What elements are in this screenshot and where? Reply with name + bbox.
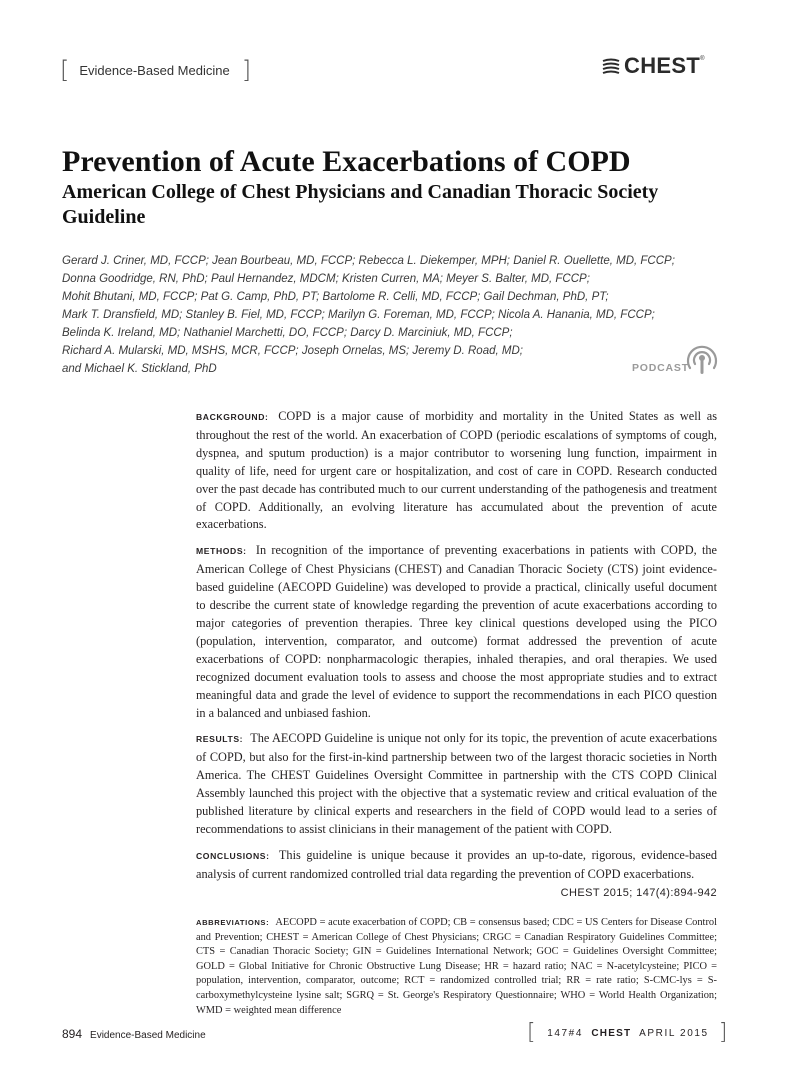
conclusions-text: This guideline is unique because it provides an up-to-date, rigorous, evidence-based analysis of current randomized controlled trial data regarding the prevention of COPD exacerbations. xyxy=(196,847,717,881)
footer-left xyxy=(62,1027,206,1041)
author-list xyxy=(62,252,722,378)
logo-trademark: ® xyxy=(700,56,705,62)
methods-text: In recognition of the importance of preventing exacerbations in patients with COPD, the American College of Chest Physicians (CHEST) and Canadian Thoracic Society (CTS) joint evidence-based guideline (AECOPD Guideline) was developed to provide a practical, clinically useful document to describe the current state of knowledge regarding the prevention of acute exacerbations according to major categories of prevention therapies. Three key clinical questions developed using the PICO (population, intervention, comparator, and outcome) format addressed the prevention of acute exacerbations of COPD: nonpharmacologic therapies, inhaled therapies, and oral therapies. We used recognized document evaluation tools to assess and choose the most appropriate studies and to extract meaningful data and grade the level of evidence to support the recommendations in each PICO question in a balanced and unbiased fashion. xyxy=(196,543,718,720)
logo-text: CHEST xyxy=(624,53,701,78)
podcast-label: PODCAST xyxy=(632,362,689,374)
citation: CHEST 2015; 147(4):894-942 xyxy=(560,886,717,899)
podcast-icon xyxy=(684,342,720,376)
methods-heading: METHODS: xyxy=(196,546,247,557)
background-text: COPD is a major cause of morbidity and mortality in the United States as well as throughout the rest of the world. An exacerbation of COPD (periodic escalations of symptoms of cough, dyspnea, and sputum production) is a major contributor to worsening lung function, impairment in quality of life, need for urgent care or hospitalization, and cost of care in COPD. Research conducted over the past decade has contributed much to our current understanding of the pathogenesis and treatment of COPD. Additionally, an evolving literature has accumulated about the prevention of acute exacerbations. xyxy=(196,409,717,532)
abstract-background xyxy=(196,408,717,534)
footer-journal-info xyxy=(527,1022,729,1044)
background-heading: BACKGROUND: xyxy=(196,412,269,422)
results-heading: RESULTS: xyxy=(196,734,244,745)
abstract-results xyxy=(196,730,717,838)
podcast-link[interactable] xyxy=(632,342,722,378)
abbreviations-text: AECOPD = acute exacerbation of COPD; CB = consensus based; CDC = US Centers for Disease Control and Prevention; CHEST = American College of Chest Physicians; CRGC = Canadian Respiratory Guidelines Committee; CTS = Canadian Thoracic Society; GIN = Guidelines International Network; GOC = Guidelines Oversight Committee; GOLD = Global Initiative for Chronic Obstructive Lung Disease; HR = hazard ratio; NAC = N-acetylcysteine; PICO = population, intervention, comparator, outcome; RCT = randomized controlled trial; RR = rate ratio; S-CMC-lys = S-carboxymethylcysteine lysine salt; SGRQ = St. George's Respiratory Questionnaire; WHO = World Health Organization; WMD = weighted mean difference xyxy=(196,917,717,1016)
author-line: Donna Goodridge, RN, PhD; Paul Hernandez, MDCM; Kristen Curren, MA; Meyer S. Balter, MD, FCCP; xyxy=(62,273,590,285)
author-line: and Michael K. Stickland, PhD xyxy=(62,363,217,375)
author-line: Gerard J. Criner, MD, FCCP; Jean Bourbeau, MD, FCCP; Rebecca L. Diekemper, MPH; Daniel R. Ouellette, MD, FCCP; xyxy=(62,255,675,267)
volume-issue: 147#4 xyxy=(547,1027,583,1039)
abbreviations xyxy=(196,916,717,1018)
footer-section-label: Evidence-Based Medicine xyxy=(90,1030,206,1041)
journal-name: CHEST xyxy=(591,1027,632,1039)
left-bracket: [ xyxy=(527,1020,538,1045)
section-label: Evidence-Based Medicine xyxy=(79,62,230,78)
conclusions-heading: CONCLUSIONS: xyxy=(196,850,270,861)
article-subtitle: American College of Chest Physicians and Canadian Thoracic Society Guideline xyxy=(62,181,659,228)
right-bracket: ] xyxy=(718,1020,729,1045)
page-number: 894 xyxy=(62,1027,83,1041)
footer-issue xyxy=(537,1028,719,1039)
article-title: Prevention of Acute Exacerbations of COPD xyxy=(62,145,631,178)
right-bracket: ] xyxy=(241,56,252,84)
author-line: Mark T. Dransfield, MD; Stanley B. Fiel, MD, FCCP; Marilyn G. Foreman, MD, FCCP; Nicola A. Hanania, MD, FCCP; xyxy=(62,309,655,321)
chest-logo-mark-icon xyxy=(602,58,620,74)
abstract-conclusions xyxy=(196,847,717,899)
abstract xyxy=(196,408,717,903)
chest-logo xyxy=(602,53,722,79)
abstract-methods xyxy=(196,542,717,722)
issue-date: APRIL 2015 xyxy=(639,1027,709,1039)
author-line: Mohit Bhutani, MD, FCCP; Pat G. Camp, PhD, PT; Bartolome R. Celli, MD, FCCP; Gail Dechman, PhD, PT; xyxy=(62,291,609,303)
author-line: Belinda K. Ireland, MD; Nathaniel Marchetti, DO, FCCP; Darcy D. Marciniuk, MD, FCCP; xyxy=(62,327,513,339)
abbreviations-heading: ABBREVIATIONS: xyxy=(196,918,270,927)
author-line: Richard A. Mularski, MD, MSHS, MCR, FCCP; Joseph Ornelas, MS; Jeremy D. Road, MD; xyxy=(62,345,523,357)
left-bracket: [ xyxy=(60,56,70,84)
results-text: The AECOPD Guideline is unique not only for its topic, the prevention of acute exacerbations of COPD, but also for the first-in-kind partnership between two of the largest thoracic societies in North America. The CHEST Guidelines Oversight Committee in partnership with the CTS COPD Clinical Assembly launched this project with the objective that a systematic review and critical evaluation of the published literature by clinical experts and researchers in the field of COPD would lead to a series of recommendations to assist clinicians in their management of the patient with COPD. xyxy=(196,731,717,836)
section-tag xyxy=(60,56,252,84)
